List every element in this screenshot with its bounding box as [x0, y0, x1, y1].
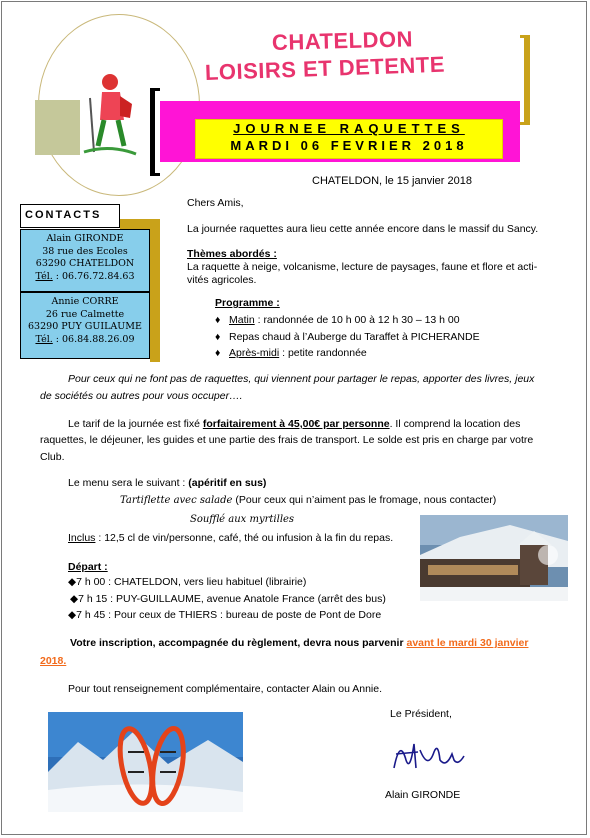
- club-title-line2: LOISIRS ET DETENTE: [204, 51, 446, 85]
- tel-label: Tél.: [35, 270, 53, 282]
- inscription-year: 2018.: [40, 655, 67, 667]
- contacts-gold-side: [150, 222, 160, 362]
- contact-card-annie: [20, 292, 150, 359]
- inscription-line: Votre inscription, accompagnée du règlement, devra nous parvenir avant le mardi 30 janvier: [70, 637, 529, 649]
- tarif-price: forfaitairement à 45,00€ par personne: [202, 418, 390, 430]
- depart-item: ◆7 h 45 : Pour ceux de THIERS : bureau de poste de Pont de Dore: [68, 609, 382, 621]
- gold-bracket: [520, 35, 530, 125]
- depart-heading: Départ :: [68, 561, 108, 573]
- place-date: CHATELDON, le 15 janvier 2018: [312, 175, 472, 187]
- handwritten-signature: [388, 730, 468, 775]
- programme-heading: Programme :: [215, 297, 280, 309]
- tel-number: : 06.84.88.26.09: [52, 333, 135, 345]
- snowshoes-photo: [48, 712, 243, 812]
- tarif-line1: Le tarif de la journée est fixé forfaitairement à 45,00€ par personne. Il comprend la location des: [68, 418, 521, 430]
- contact-street: 38 rue des Ecoles: [42, 245, 128, 257]
- tarif-line2: raquettes, le déjeuner, les guides et une partie des frais de transport. Le solde est pris en charge par votre: [40, 434, 534, 446]
- banner-event-title: JOURNEE RAQUETTES: [233, 121, 465, 136]
- non-raquette-line2: de sociétés ou autres pour vous occuper….: [40, 390, 243, 402]
- club-title-line1: CHATELDON: [271, 26, 414, 55]
- intro-paragraph: La journée raquettes aura lieu cette année encore dans le massif du Sancy.: [187, 223, 539, 235]
- banner-event-date: MARDI 06 FEVRIER 2018: [230, 138, 468, 153]
- greeting: Chers Amis,: [187, 197, 244, 209]
- contact-name: Alain GIRONDE: [46, 233, 124, 244]
- signoff: Le Président,: [390, 708, 452, 720]
- contact-city: 63290 CHATELDON: [35, 258, 135, 269]
- themes-line1: La raquette à neige, volcanisme, lecture de paysages, faune et flore et acti-: [187, 261, 538, 273]
- contact-street: 26 rue Calmette: [45, 308, 125, 320]
- programme-item: ♦ Après-midi : petite randonnée: [215, 347, 367, 359]
- menu-dish-line: Tartiflette avec salade (Pour ceux qui n’aiment pas le fromage, nous contacter): [120, 494, 497, 506]
- signer-name: Alain GIRONDE: [385, 789, 461, 801]
- contact-card-alain: [20, 229, 150, 292]
- info-line: Pour tout renseignement complémentaire, contacter Alain ou Annie.: [68, 683, 383, 695]
- black-bracket: [150, 88, 160, 176]
- programme-item: ♦ Matin : randonnée de 10 h 00 à 12 h 30 – 13 h 00: [215, 314, 460, 326]
- themes-line2: vités agricoles.: [187, 274, 257, 286]
- non-raquette-line1: Pour ceux qui ne font pas de raquettes, qui viennent pour partager le repas, apporter des livres, jeux: [68, 373, 535, 385]
- tel-label: Tél.: [35, 333, 53, 345]
- auberge-photo: [420, 515, 568, 601]
- hiker-logo-icon: [80, 68, 140, 158]
- contact-phone: [21, 271, 149, 284]
- inclus-line: Inclus : 12,5 cl de vin/personne, café, thé ou infusion à la fin du repas.: [68, 532, 394, 544]
- depart-item: ◆7 h 15 : PUY-GUILLAUME, avenue Anatole France (arrêt des bus): [70, 593, 386, 605]
- contacts-heading: CONTACTS: [20, 204, 120, 228]
- contact-name: Annie CORRE: [51, 296, 119, 307]
- themes-heading: Thèmes abordés :: [187, 248, 277, 260]
- logo-olive-block: [35, 100, 84, 155]
- inscription-deadline: avant le mardi 30 janvier: [406, 637, 529, 649]
- menu-dessert: Soufflé aux myrtilles: [190, 514, 295, 525]
- menu-aperitif: (apéritif en sus): [188, 477, 267, 489]
- menu-dish: Tartiflette avec salade: [120, 495, 233, 506]
- programme-item: ♦ Repas chaud à l’Auberge du Taraffet à PICHERANDE: [215, 331, 480, 343]
- contact-city: 63290 PUY GUILAUME: [28, 321, 142, 332]
- contact-phone: [21, 334, 149, 347]
- tarif-line3: Club.: [40, 451, 65, 463]
- menu-line: Le menu sera le suivant : (apéritif en sus): [68, 477, 267, 489]
- depart-item: ◆7 h 00 : CHATELDON, vers lieu habituel (librairie): [68, 576, 307, 588]
- tel-number: : 06.76.72.84.63: [52, 270, 135, 282]
